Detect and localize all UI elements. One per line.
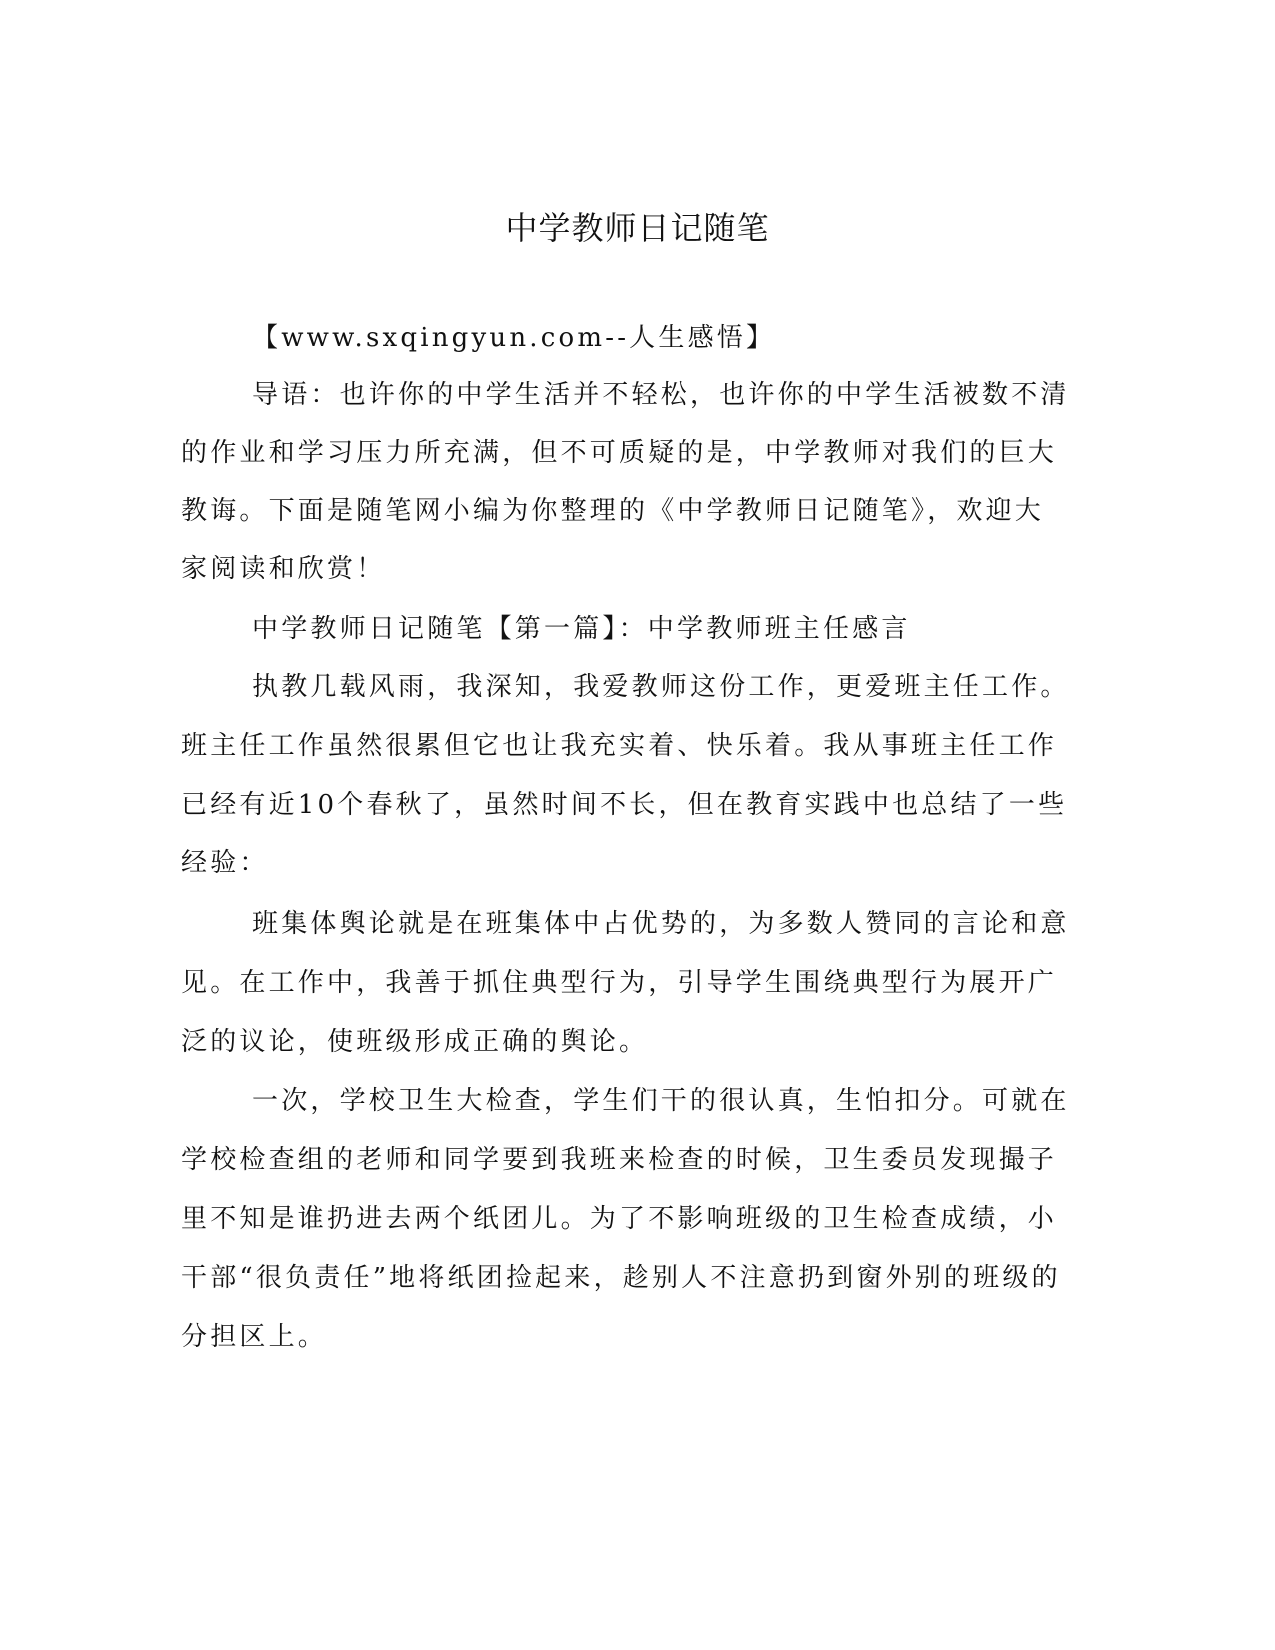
source-line: 【www.sxqingyun.com--人生感悟】	[252, 323, 776, 353]
paragraph-3-line-4: 干部“很负责任”地将纸团捡起来，趁别人不注意扔到窗外别的班级的	[181, 1263, 1061, 1293]
intro-line-4: 家阅读和欣赏！	[181, 554, 386, 584]
paragraph-2-line-3: 泛的议论，使班级形成正确的舆论。	[181, 1027, 649, 1057]
intro-line-1: 导语：也许你的中学生活并不轻松，也许你的中学生活被数不清	[252, 380, 1070, 410]
paragraph-3-line-3: 里不知是谁扔进去两个纸团儿。为了不影响班级的卫生检查成绩，小	[181, 1204, 1058, 1234]
paragraph-1-line-1: 执教几载风雨，我深知，我爱教师这份工作，更爱班主任工作。	[252, 672, 1070, 702]
paragraph-2-line-1: 班集体舆论就是在班集体中占优势的，为多数人赞同的言论和意	[252, 909, 1070, 939]
paragraph-1-line-2: 班主任工作虽然很累但它也让我充实着、快乐着。我从事班主任工作	[181, 731, 1058, 761]
paragraph-3-line-5: 分担区上。	[181, 1322, 328, 1352]
paragraph-2-line-2: 见。在工作中，我善于抓住典型行为，引导学生围绕典型行为展开广	[181, 968, 1058, 998]
section-heading: 中学教师日记随笔【第一篇】：中学教师班主任感言	[252, 614, 911, 644]
paragraph-3-line-1: 一次，学校卫生大检查，学生们干的很认真，生怕扣分。可就在	[252, 1086, 1070, 1116]
document-title: 中学教师日记随笔	[505, 209, 770, 247]
intro-line-3: 教诲。下面是随笔网小编为你整理的《中学教师日记随笔》，欢迎大	[181, 496, 1045, 526]
paragraph-3-line-2: 学校检查组的老师和同学要到我班来检查的时候，卫生委员发现撮子	[181, 1145, 1058, 1175]
intro-line-2: 的作业和学习压力所充满，但不可质疑的是，中学教师对我们的巨大	[181, 438, 1058, 468]
paragraph-1-line-4: 经验：	[181, 848, 269, 878]
paragraph-1-line-3: 已经有近10个春秋了，虽然时间不长，但在教育实践中也总结了一些	[181, 790, 1068, 820]
